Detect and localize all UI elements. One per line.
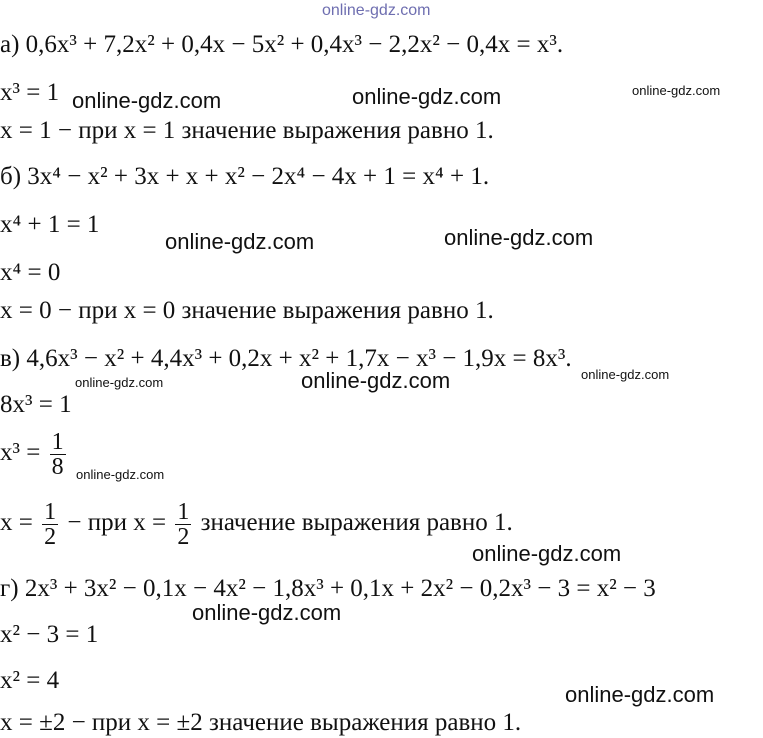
step-v-1: 8x³ = 1 — [0, 391, 72, 418]
step-g-1: x² − 3 = 1 — [0, 621, 99, 648]
watermark: online-gdz.com — [565, 682, 715, 707]
step-b-1: x⁴ + 1 = 1 — [0, 211, 100, 238]
step-a-1: x³ = 1 — [0, 79, 60, 106]
equation-b: б) 3x⁴ − x² + 3x + x + x² − 2x⁴ − 4x + 1 = x⁴ + 1. — [0, 163, 490, 190]
watermark: online-gdz.com — [352, 84, 502, 109]
watermark: online-gdz.com — [72, 88, 222, 113]
step-g-2: x² = 4 — [0, 667, 60, 694]
fraction — [175, 500, 191, 549]
fraction-numerator: 1 — [44, 499, 57, 525]
step-b-2: x⁴ = 0 — [0, 259, 61, 286]
watermark: online-gdz.com — [192, 600, 342, 625]
watermark: online-gdz.com — [76, 467, 165, 482]
watermark: online-gdz.com — [301, 368, 451, 393]
watermark: online-gdz.com — [472, 541, 622, 566]
fraction-denominator: 2 — [177, 524, 190, 550]
step-b-3: x = 0 − при x = 0 значение выражения равно 1. — [0, 297, 494, 324]
watermark: online-gdz.com — [75, 375, 164, 390]
fraction — [42, 500, 58, 549]
watermark-top: online-gdz.com — [322, 2, 431, 19]
step-v-2: x³ = $\frac{1}{8}$ — [0, 429, 64, 480]
step-a-2: x = 1 − при x = 1 значение выражения равно 1. — [0, 117, 494, 144]
fraction-denominator: 2 — [44, 524, 57, 550]
equation-a: а) 0,6x³ + 7,2x² + 0,4x − 5x² + 0,4x³ − 2,2x² − 0,4x = x³. — [0, 31, 564, 58]
step-v-3: x = $\frac{1}{2}$ − при x = $\frac{1}{2}$ значение выражения равно 1. — [0, 499, 513, 550]
fraction — [50, 430, 66, 479]
fraction-numerator: 1 — [177, 499, 190, 525]
fraction-numerator: 1 — [51, 429, 64, 455]
equation-g: г) 2x³ + 3x² − 0,1x − 4x² − 1,8x³ + 0,1x + 2x² − 0,2x³ − 3 = x² − 3 — [0, 575, 656, 602]
step-g-3: x = ±2 − при x = ±2 значение выражения равно 1. — [0, 709, 522, 736]
watermark: online-gdz.com — [632, 83, 721, 98]
watermark: online-gdz.com — [444, 225, 594, 250]
watermark: online-gdz.com — [165, 229, 315, 254]
fraction-denominator: 8 — [51, 454, 64, 480]
equation-v: в) 4,6x³ − x² + 4,4x³ + 0,2x + x² + 1,7x − x³ − 1,9x = 8x³. — [0, 345, 572, 372]
watermark: online-gdz.com — [581, 367, 670, 382]
